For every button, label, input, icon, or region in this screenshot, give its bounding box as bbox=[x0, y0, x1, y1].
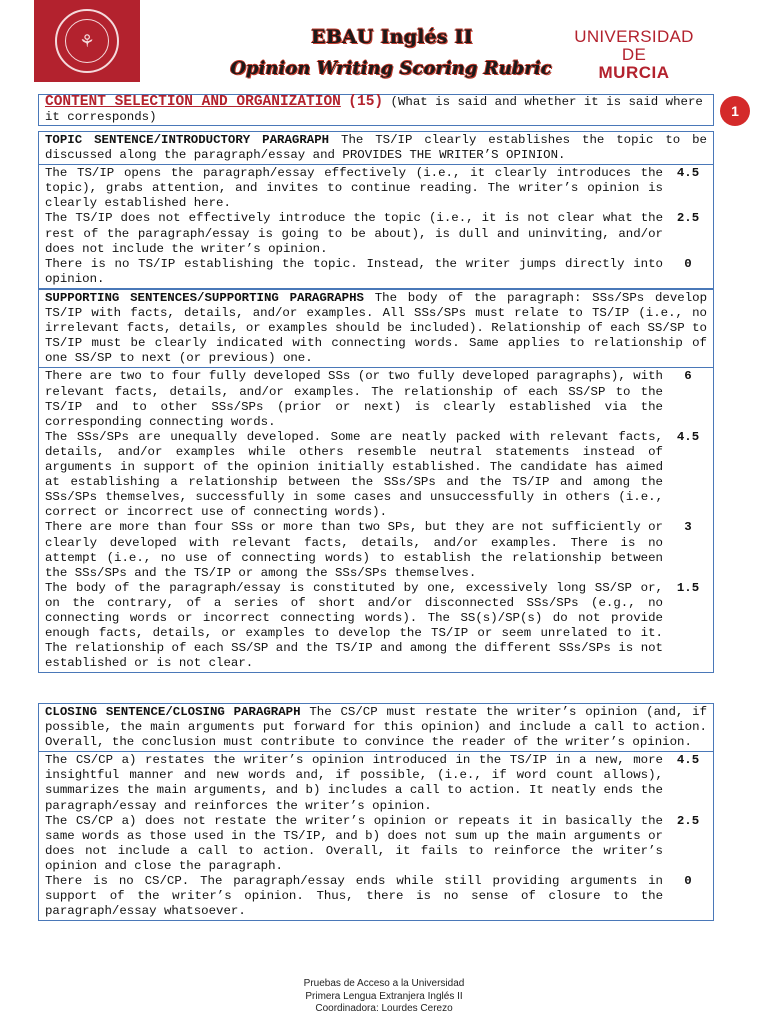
score-levels bbox=[39, 165, 713, 288]
level-description: There are two to four fully developed SSs (or two fully developed paragraphs), with relevant facts, details, and/or examples. The relationship of each SS/SP to the TS/IP and to other SSs/SPs (prior or next) is clearly established via the corresponding connecting words. bbox=[45, 369, 663, 429]
page-footer bbox=[234, 978, 534, 1016]
content-section-note: (What is said and whether it is said where it corresponds) bbox=[45, 95, 703, 124]
level-description: The CS/CP a) does not restate the writer’s opinion or repeats it in basically the same words as those used in the TS/IP, and b) does not sum up the main arguments or does not include a call to action. Overall, it fails to reinforce the writer’s opinion and close the paragraph. bbox=[45, 813, 663, 873]
section-intro: The TS/IP clearly establishes the topic to be discussed along the paragraph/essay and PROVIDES THE WRITER’S OPINION. bbox=[45, 133, 707, 163]
level-score: 4.5 bbox=[676, 753, 700, 768]
level-description: There are more than four SSs or more than two SPs, but they are not sufficiently or clearly developed with relevant facts, details, and/or examples. There is no attempt (i.e., no use of connecting words) to establish the relationship between the SSs/SPs and the TS/IP or among the SSs/SPs themselves. bbox=[45, 520, 663, 580]
document-title: EBAU Inglés II bbox=[311, 26, 473, 48]
level-description: The CS/CP a) restates the writer’s opinion introduced in the TS/IP in a new, more insightful manner and new words and, if possible, (i.e., if word count allows), summarizes the main arguments, and b) includes a call to action. It neatly ends the paragraph/essay and reinforces the writer’s opinion. bbox=[45, 753, 663, 813]
university-line1: UNIVERSIDAD DE bbox=[574, 27, 694, 64]
level-description: The TS/IP does not effectively introduce the topic (i.e., it is not clear what the rest of the paragraph/essay is going to be about), is dull and uninviting, and/or does not include the writer’s opinion. bbox=[45, 211, 663, 256]
university-logo-text bbox=[566, 28, 702, 82]
score-level-row bbox=[39, 520, 713, 580]
level-description: The body of the paragraph/essay is constituted by one, excessively long SS/SP or, on the contrary, of a series of short and/or disconnected SSs/SPs (e.g., no connecting words or incorrect connecting words). The SS(s)/SP(s) do not provide enough facts, details, or examples to develop the TS/IP or seem unrelated to it. The relationship of each SS/SP and the TS/IP and among the different SSs/SPs is not established or is not clear. bbox=[45, 580, 663, 671]
section-heading: CLOSING SENTENCE/CLOSING PARAGRAPH bbox=[45, 705, 301, 719]
section-intro: The body of the paragraph: SSs/SPs develop TS/IP with facts, details, and/or examples. All SSs/SPs must relate to TS/IP (i.e., no irrelevant facts, details, or examples should be included). Relationship of each SS/SP to TS/IP must be clearly indicated with connecting words. Same applies to relationship of one SS/SP to next (or previous) one. bbox=[45, 291, 708, 366]
score-level-row bbox=[39, 581, 713, 672]
score-level-row bbox=[39, 814, 713, 874]
section-header bbox=[39, 290, 713, 368]
section-header bbox=[39, 132, 713, 165]
level-score: 3 bbox=[684, 520, 692, 535]
score-level-row bbox=[39, 369, 713, 429]
section-header bbox=[39, 704, 713, 752]
level-description: The SSs/SPs are unequally developed. Some are neatly packed with relevant facts, details, and/or examples while others resemble neutral statements instead of arguments in support of the opinion initially established. The candidate has aimed at establishing a relationship between the SSs/SPs and the TS/IP and among the SSs/SPs themselves, successfully in some cases and unsuccessfully in others (i.e., correct or incorrect use of connecting words). bbox=[45, 429, 663, 520]
university-seal-icon: ⚘ bbox=[65, 19, 109, 63]
score-level-row bbox=[39, 211, 713, 256]
section-intro: The CS/CP must restate the writer’s opinion (and, if possible, the main arguments put forward for this opinion) and include a call to action. Overall, the conclusion must contribute to convince the reader of the writer’s opinion. bbox=[45, 705, 708, 750]
score-level-row bbox=[39, 753, 713, 813]
document-subtitle: Opinion Writing Scoring Rubric bbox=[230, 58, 552, 79]
content-section-points: (15) bbox=[348, 94, 384, 110]
score-levels bbox=[39, 752, 713, 920]
level-score: 0 bbox=[684, 256, 692, 271]
section-heading: SUPPORTING SENTENCES/SUPPORTING PARAGRAPHS bbox=[45, 291, 364, 305]
university-line2: MURCIA bbox=[598, 62, 670, 82]
content-section-title bbox=[38, 94, 714, 126]
level-score: 0 bbox=[684, 874, 692, 889]
footer-line: Primera Lengua Extranjera Inglés II bbox=[305, 990, 463, 1002]
score-level-row bbox=[39, 874, 713, 919]
rubric-section-topic-sentence bbox=[38, 131, 714, 289]
level-score: 2.5 bbox=[676, 813, 700, 828]
level-score: 2.5 bbox=[676, 211, 700, 226]
score-levels bbox=[39, 368, 713, 672]
score-level-row bbox=[39, 430, 713, 521]
footer-line: Pruebas de Acceso a la Universidad bbox=[303, 978, 465, 989]
level-description: There is no CS/CP. The paragraph/essay ends while still providing arguments in support of the writer’s opinion. Thus, there is no sense of closure to the paragraph/essay whatsoever. bbox=[45, 874, 663, 919]
footer-line: Coordinadora: Lourdes Cerezo bbox=[315, 1003, 453, 1014]
rubric-section-closing-sentence bbox=[38, 703, 714, 921]
page-number-badge: 1 bbox=[720, 96, 750, 126]
level-description: There is no TS/IP establishing the topic. Instead, the writer jumps directly into opinion. bbox=[45, 256, 663, 286]
level-score: 6 bbox=[684, 369, 692, 384]
content-section-heading: CONTENT SELECTION AND ORGANIZATION bbox=[45, 94, 341, 110]
level-score: 4.5 bbox=[676, 429, 700, 444]
score-level-row bbox=[39, 166, 713, 211]
section-heading: TOPIC SENTENCE/INTRODUCTORY PARAGRAPH bbox=[45, 133, 330, 147]
university-seal bbox=[34, 0, 140, 82]
level-score: 4.5 bbox=[676, 166, 700, 181]
level-score: 1.5 bbox=[676, 580, 700, 595]
score-level-row bbox=[39, 257, 713, 287]
rubric-section-supporting-sentences bbox=[38, 289, 714, 673]
seal-ring bbox=[55, 9, 119, 73]
level-description: The TS/IP opens the paragraph/essay effectively (i.e., it clearly introduces the topic), grabs attention, and invites to continue reading. The writer’s opinion is clearly established here. bbox=[45, 166, 663, 211]
